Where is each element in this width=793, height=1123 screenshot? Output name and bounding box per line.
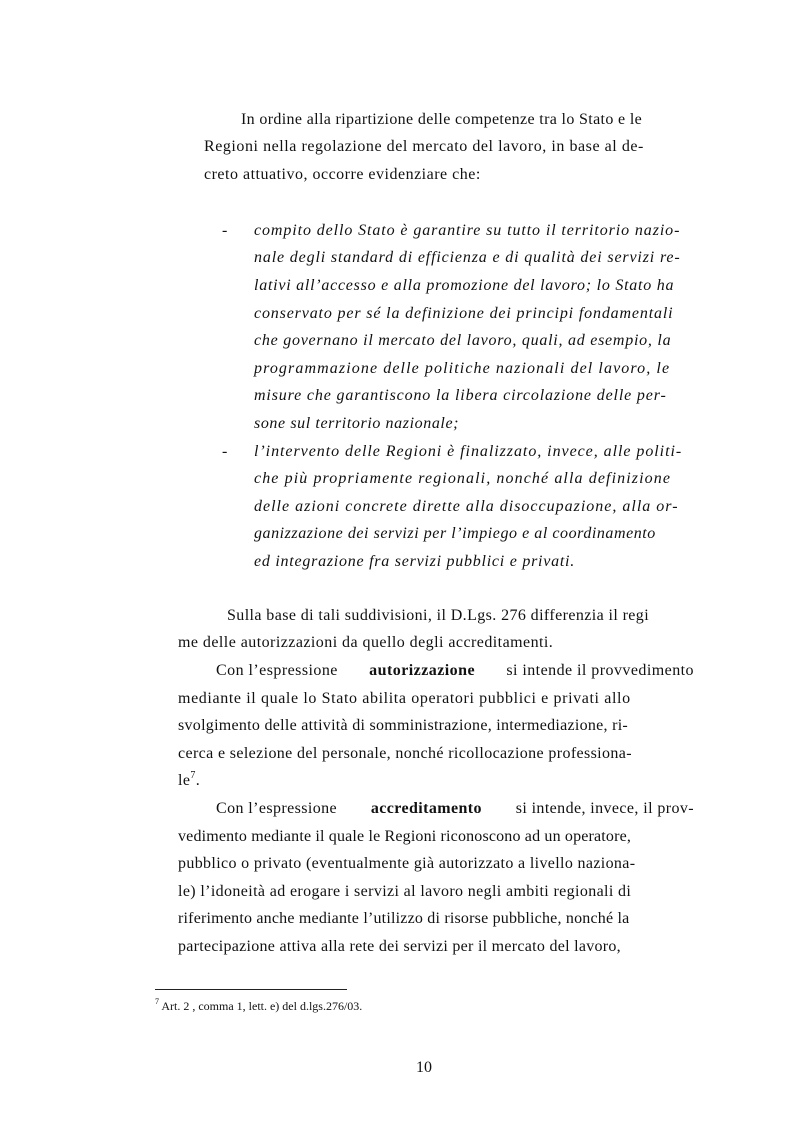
accreditamento-term: accreditamento	[370, 800, 482, 817]
bullet-marker-1: -	[222, 222, 228, 239]
bullet-1-line-7: misure che garantiscono la libera circolazione delle per-	[254, 387, 667, 404]
bullet-1-line-1: compito dello Stato è garantire su tutto il territorio nazio-	[254, 222, 681, 239]
para2-line-1: Sulla base di tali suddivisioni, il D.Lgs. 276 differenzia il regi	[227, 607, 650, 624]
footnote-marker: 7	[155, 997, 159, 1006]
intro-line-2: Regioni nella regolazione del mercato del lavoro, in base al de-	[204, 138, 644, 155]
para4-line-2: vedimento mediante il quale le Regioni riconoscono ad un operatore,	[178, 828, 632, 845]
para4-line-6: partecipazione attiva alla rete dei servizi per il mercato del lavoro,	[178, 938, 621, 955]
footnote-text: Art. 2 , comma 1, lett. e) del d.lgs.276/03.	[159, 999, 363, 1013]
bullet-1-line-8: sone sul territorio nazionale;	[254, 415, 460, 432]
bullet-1-line-6: programmazione delle politiche nazionali del lavoro, le	[254, 360, 671, 377]
para3-line-1	[216, 661, 694, 681]
footnote	[155, 998, 362, 1014]
para3-line-5-end: .	[195, 772, 201, 789]
para4-line-1-post: si intende, invece, il prov-	[515, 800, 694, 817]
bullet-marker-2: -	[222, 443, 228, 460]
bullet-2-line-2: che più propriamente regionali, nonché alla definizione	[254, 470, 672, 487]
para2-line-2: me delle autorizzazioni da quello degli accreditamenti.	[178, 634, 554, 651]
para4-line-1	[216, 799, 694, 819]
para3-line-5-text: le	[178, 772, 191, 789]
para4-line-4: le) l’idoneità ad erogare i servizi al lavoro negli ambiti regionali di	[178, 883, 632, 900]
bullet-1-line-5: che governano il mercato del lavoro, quali, ad esempio, la	[254, 332, 672, 349]
footnote-divider	[155, 989, 347, 990]
para3-line-2: mediante il quale lo Stato abilita operatori pubblici e privati allo	[178, 690, 631, 707]
bullet-1-line-4: conservato per sé la definizione dei principi fondamentali	[254, 305, 674, 322]
autorizzazione-term: autorizzazione	[369, 662, 475, 679]
para3-line-3: svolgimento delle attività di somministrazione, intermediazione, ri-	[178, 717, 629, 734]
bullet-1-line-2: nale degli standard di efficienza e di qualità dei servizi re-	[254, 249, 681, 266]
para4-line-1-pre: Con l’espressione	[216, 800, 338, 817]
bullet-2-line-3: delle azioni concrete dirette alla disoccupazione, alla or-	[254, 498, 679, 515]
page-number: 10	[416, 1059, 432, 1076]
bullet-2-line-1: l’intervento delle Regioni è finalizzato, invece, alle politi-	[254, 443, 683, 460]
bullet-2-line-4: ganizzazione dei servizi per l’impiego e al coordinamento	[254, 525, 656, 542]
para3-line-1-pre: Con l’espressione	[216, 662, 338, 679]
bullet-2-line-5: ed integrazione fra servizi pubblici e privati.	[254, 553, 575, 570]
intro-line-3: creto attuativo, occorre evidenziare che:	[204, 166, 481, 183]
para3-line-5	[178, 771, 200, 791]
para3-line-4: cerca e selezione del personale, nonché ricollocazione professiona-	[178, 745, 632, 762]
intro-line-1: In ordine alla ripartizione delle competenze tra lo Stato e le	[241, 111, 643, 128]
bullet-1-line-3: lativi all’accesso e alla promozione del lavoro; lo Stato ha	[254, 277, 675, 294]
para3-line-1-post: si intende il provvedimento	[506, 662, 694, 679]
para4-line-3: pubblico o privato (eventualmente già autorizzato a livello naziona-	[178, 855, 636, 872]
footnote-ref-7: 7	[190, 769, 196, 781]
para4-line-5: riferimento anche mediante l’utilizzo di risorse pubbliche, nonché la	[178, 910, 630, 927]
